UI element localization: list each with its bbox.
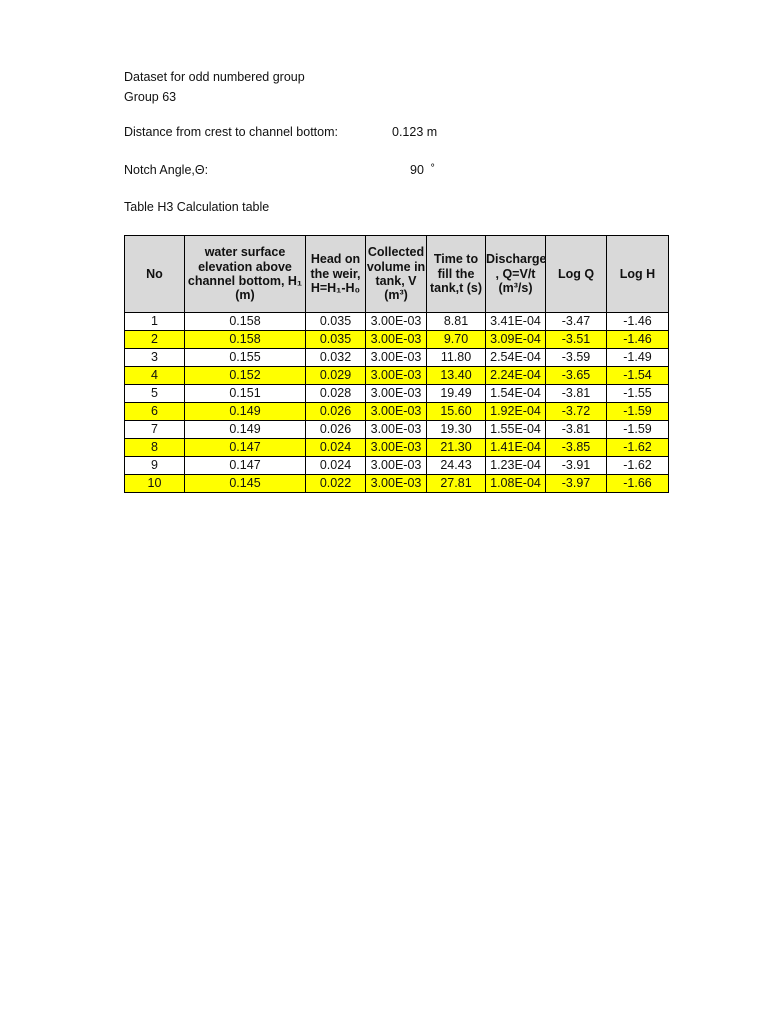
cell-log-q: -3.97 bbox=[546, 475, 607, 493]
cell-water-surface: 0.149 bbox=[185, 403, 306, 421]
cell-time: 15.60 bbox=[427, 403, 486, 421]
cell-time: 21.30 bbox=[427, 439, 486, 457]
distance-number: 0.123 bbox=[392, 125, 424, 139]
cell-water-surface: 0.158 bbox=[185, 313, 306, 331]
cell-discharge: 3.09E-04 bbox=[486, 331, 546, 349]
cell-log-q: -3.91 bbox=[546, 457, 607, 475]
cell-volume: 3.00E-03 bbox=[366, 385, 427, 403]
cell-time: 19.30 bbox=[427, 421, 486, 439]
cell-volume: 3.00E-03 bbox=[366, 313, 427, 331]
cell-no: 8 bbox=[125, 439, 185, 457]
cell-discharge: 2.24E-04 bbox=[486, 367, 546, 385]
cell-head: 0.024 bbox=[306, 457, 366, 475]
cell-volume: 3.00E-03 bbox=[366, 403, 427, 421]
cell-log-h: -1.66 bbox=[607, 475, 669, 493]
table-row bbox=[125, 331, 669, 349]
cell-log-h: -1.62 bbox=[607, 439, 669, 457]
notch-label: Notch Angle,Θ: bbox=[124, 163, 209, 177]
cell-volume: 3.00E-03 bbox=[366, 331, 427, 349]
cell-water-surface: 0.155 bbox=[185, 349, 306, 367]
cell-volume: 3.00E-03 bbox=[366, 421, 427, 439]
cell-discharge: 1.23E-04 bbox=[486, 457, 546, 475]
cell-volume: 3.00E-03 bbox=[366, 349, 427, 367]
cell-log-q: -3.47 bbox=[546, 313, 607, 331]
cell-head: 0.029 bbox=[306, 367, 366, 385]
cell-log-q: -3.85 bbox=[546, 439, 607, 457]
cell-water-surface: 0.147 bbox=[185, 457, 306, 475]
cell-log-q: -3.59 bbox=[546, 349, 607, 367]
distance-label: Distance from crest to channel bottom: bbox=[124, 125, 338, 139]
cell-head: 0.028 bbox=[306, 385, 366, 403]
cell-water-surface: 0.149 bbox=[185, 421, 306, 439]
header-no: No bbox=[125, 236, 185, 313]
header-volume-unit: (m³) bbox=[384, 288, 408, 303]
header-water-surface: water surface elevation above channel bottom, H₁ (m) bbox=[185, 236, 306, 313]
cell-volume: 3.00E-03 bbox=[366, 367, 427, 385]
cell-water-surface: 0.151 bbox=[185, 385, 306, 403]
dataset-title: Dataset for odd numbered group bbox=[124, 70, 305, 84]
cell-time: 13.40 bbox=[427, 367, 486, 385]
cell-time: 11.80 bbox=[427, 349, 486, 367]
cell-discharge: 2.54E-04 bbox=[486, 349, 546, 367]
header-head: Head on the weir, H=H₁-H₀ bbox=[306, 236, 366, 313]
cell-head: 0.035 bbox=[306, 331, 366, 349]
cell-head: 0.032 bbox=[306, 349, 366, 367]
notch-value bbox=[410, 163, 435, 177]
notch-number: 90 bbox=[410, 163, 424, 177]
cell-log-h: -1.59 bbox=[607, 421, 669, 439]
header-time: Time to fill the tank,t (s) bbox=[427, 236, 486, 313]
cell-time: 19.49 bbox=[427, 385, 486, 403]
cell-head: 0.026 bbox=[306, 403, 366, 421]
table-row bbox=[125, 457, 669, 475]
cell-log-h: -1.46 bbox=[607, 331, 669, 349]
cell-water-surface: 0.147 bbox=[185, 439, 306, 457]
table-header-row bbox=[125, 236, 669, 313]
cell-log-h: -1.49 bbox=[607, 349, 669, 367]
cell-discharge: 1.55E-04 bbox=[486, 421, 546, 439]
distance-unit: m bbox=[426, 125, 438, 139]
cell-log-q: -3.81 bbox=[546, 385, 607, 403]
cell-log-q: -3.81 bbox=[546, 421, 607, 439]
cell-volume: 3.00E-03 bbox=[366, 475, 427, 493]
cell-water-surface: 0.158 bbox=[185, 331, 306, 349]
cell-volume: 3.00E-03 bbox=[366, 457, 427, 475]
cell-log-h: -1.59 bbox=[607, 403, 669, 421]
table-row bbox=[125, 403, 669, 421]
cell-no: 3 bbox=[125, 349, 185, 367]
header-log-h: Log H bbox=[607, 236, 669, 313]
cell-no: 1 bbox=[125, 313, 185, 331]
header-volume bbox=[366, 236, 427, 313]
distance-value bbox=[392, 125, 437, 139]
cell-discharge: 3.41E-04 bbox=[486, 313, 546, 331]
table-caption: Table H3 Calculation table bbox=[124, 200, 270, 214]
cell-volume: 3.00E-03 bbox=[366, 439, 427, 457]
cell-water-surface: 0.145 bbox=[185, 475, 306, 493]
cell-time: 27.81 bbox=[427, 475, 486, 493]
cell-log-h: -1.62 bbox=[607, 457, 669, 475]
cell-discharge: 1.41E-04 bbox=[486, 439, 546, 457]
cell-time: 9.70 bbox=[427, 331, 486, 349]
table-row bbox=[125, 439, 669, 457]
cell-no: 7 bbox=[125, 421, 185, 439]
cell-log-h: -1.54 bbox=[607, 367, 669, 385]
table-row bbox=[125, 385, 669, 403]
cell-water-surface: 0.152 bbox=[185, 367, 306, 385]
table-row bbox=[125, 421, 669, 439]
header-discharge-unit: (m³/s) bbox=[498, 281, 533, 296]
cell-log-h: -1.46 bbox=[607, 313, 669, 331]
cell-head: 0.024 bbox=[306, 439, 366, 457]
cell-log-q: -3.51 bbox=[546, 331, 607, 349]
table-row bbox=[125, 313, 669, 331]
cell-log-q: -3.65 bbox=[546, 367, 607, 385]
calculation-table bbox=[124, 235, 669, 493]
cell-no: 6 bbox=[125, 403, 185, 421]
header-discharge bbox=[486, 236, 546, 313]
cell-discharge: 1.08E-04 bbox=[486, 475, 546, 493]
cell-head: 0.022 bbox=[306, 475, 366, 493]
header-volume-text: Collected volume in tank, V bbox=[366, 245, 426, 288]
cell-discharge: 1.54E-04 bbox=[486, 385, 546, 403]
cell-no: 9 bbox=[125, 457, 185, 475]
cell-no: 10 bbox=[125, 475, 185, 493]
cell-log-h: -1.55 bbox=[607, 385, 669, 403]
cell-no: 2 bbox=[125, 331, 185, 349]
cell-discharge: 1.92E-04 bbox=[486, 403, 546, 421]
cell-time: 8.81 bbox=[427, 313, 486, 331]
cell-no: 5 bbox=[125, 385, 185, 403]
group-label: Group 63 bbox=[124, 90, 177, 104]
header-discharge-text: Discharge , Q=V/t bbox=[486, 252, 547, 281]
cell-head: 0.035 bbox=[306, 313, 366, 331]
cell-log-q: -3.72 bbox=[546, 403, 607, 421]
cell-head: 0.026 bbox=[306, 421, 366, 439]
header-log-q: Log Q bbox=[546, 236, 607, 313]
cell-no: 4 bbox=[125, 367, 185, 385]
notch-unit: ˚ bbox=[430, 163, 436, 177]
table-row bbox=[125, 349, 669, 367]
table-row bbox=[125, 475, 669, 493]
table-row bbox=[125, 367, 669, 385]
cell-time: 24.43 bbox=[427, 457, 486, 475]
